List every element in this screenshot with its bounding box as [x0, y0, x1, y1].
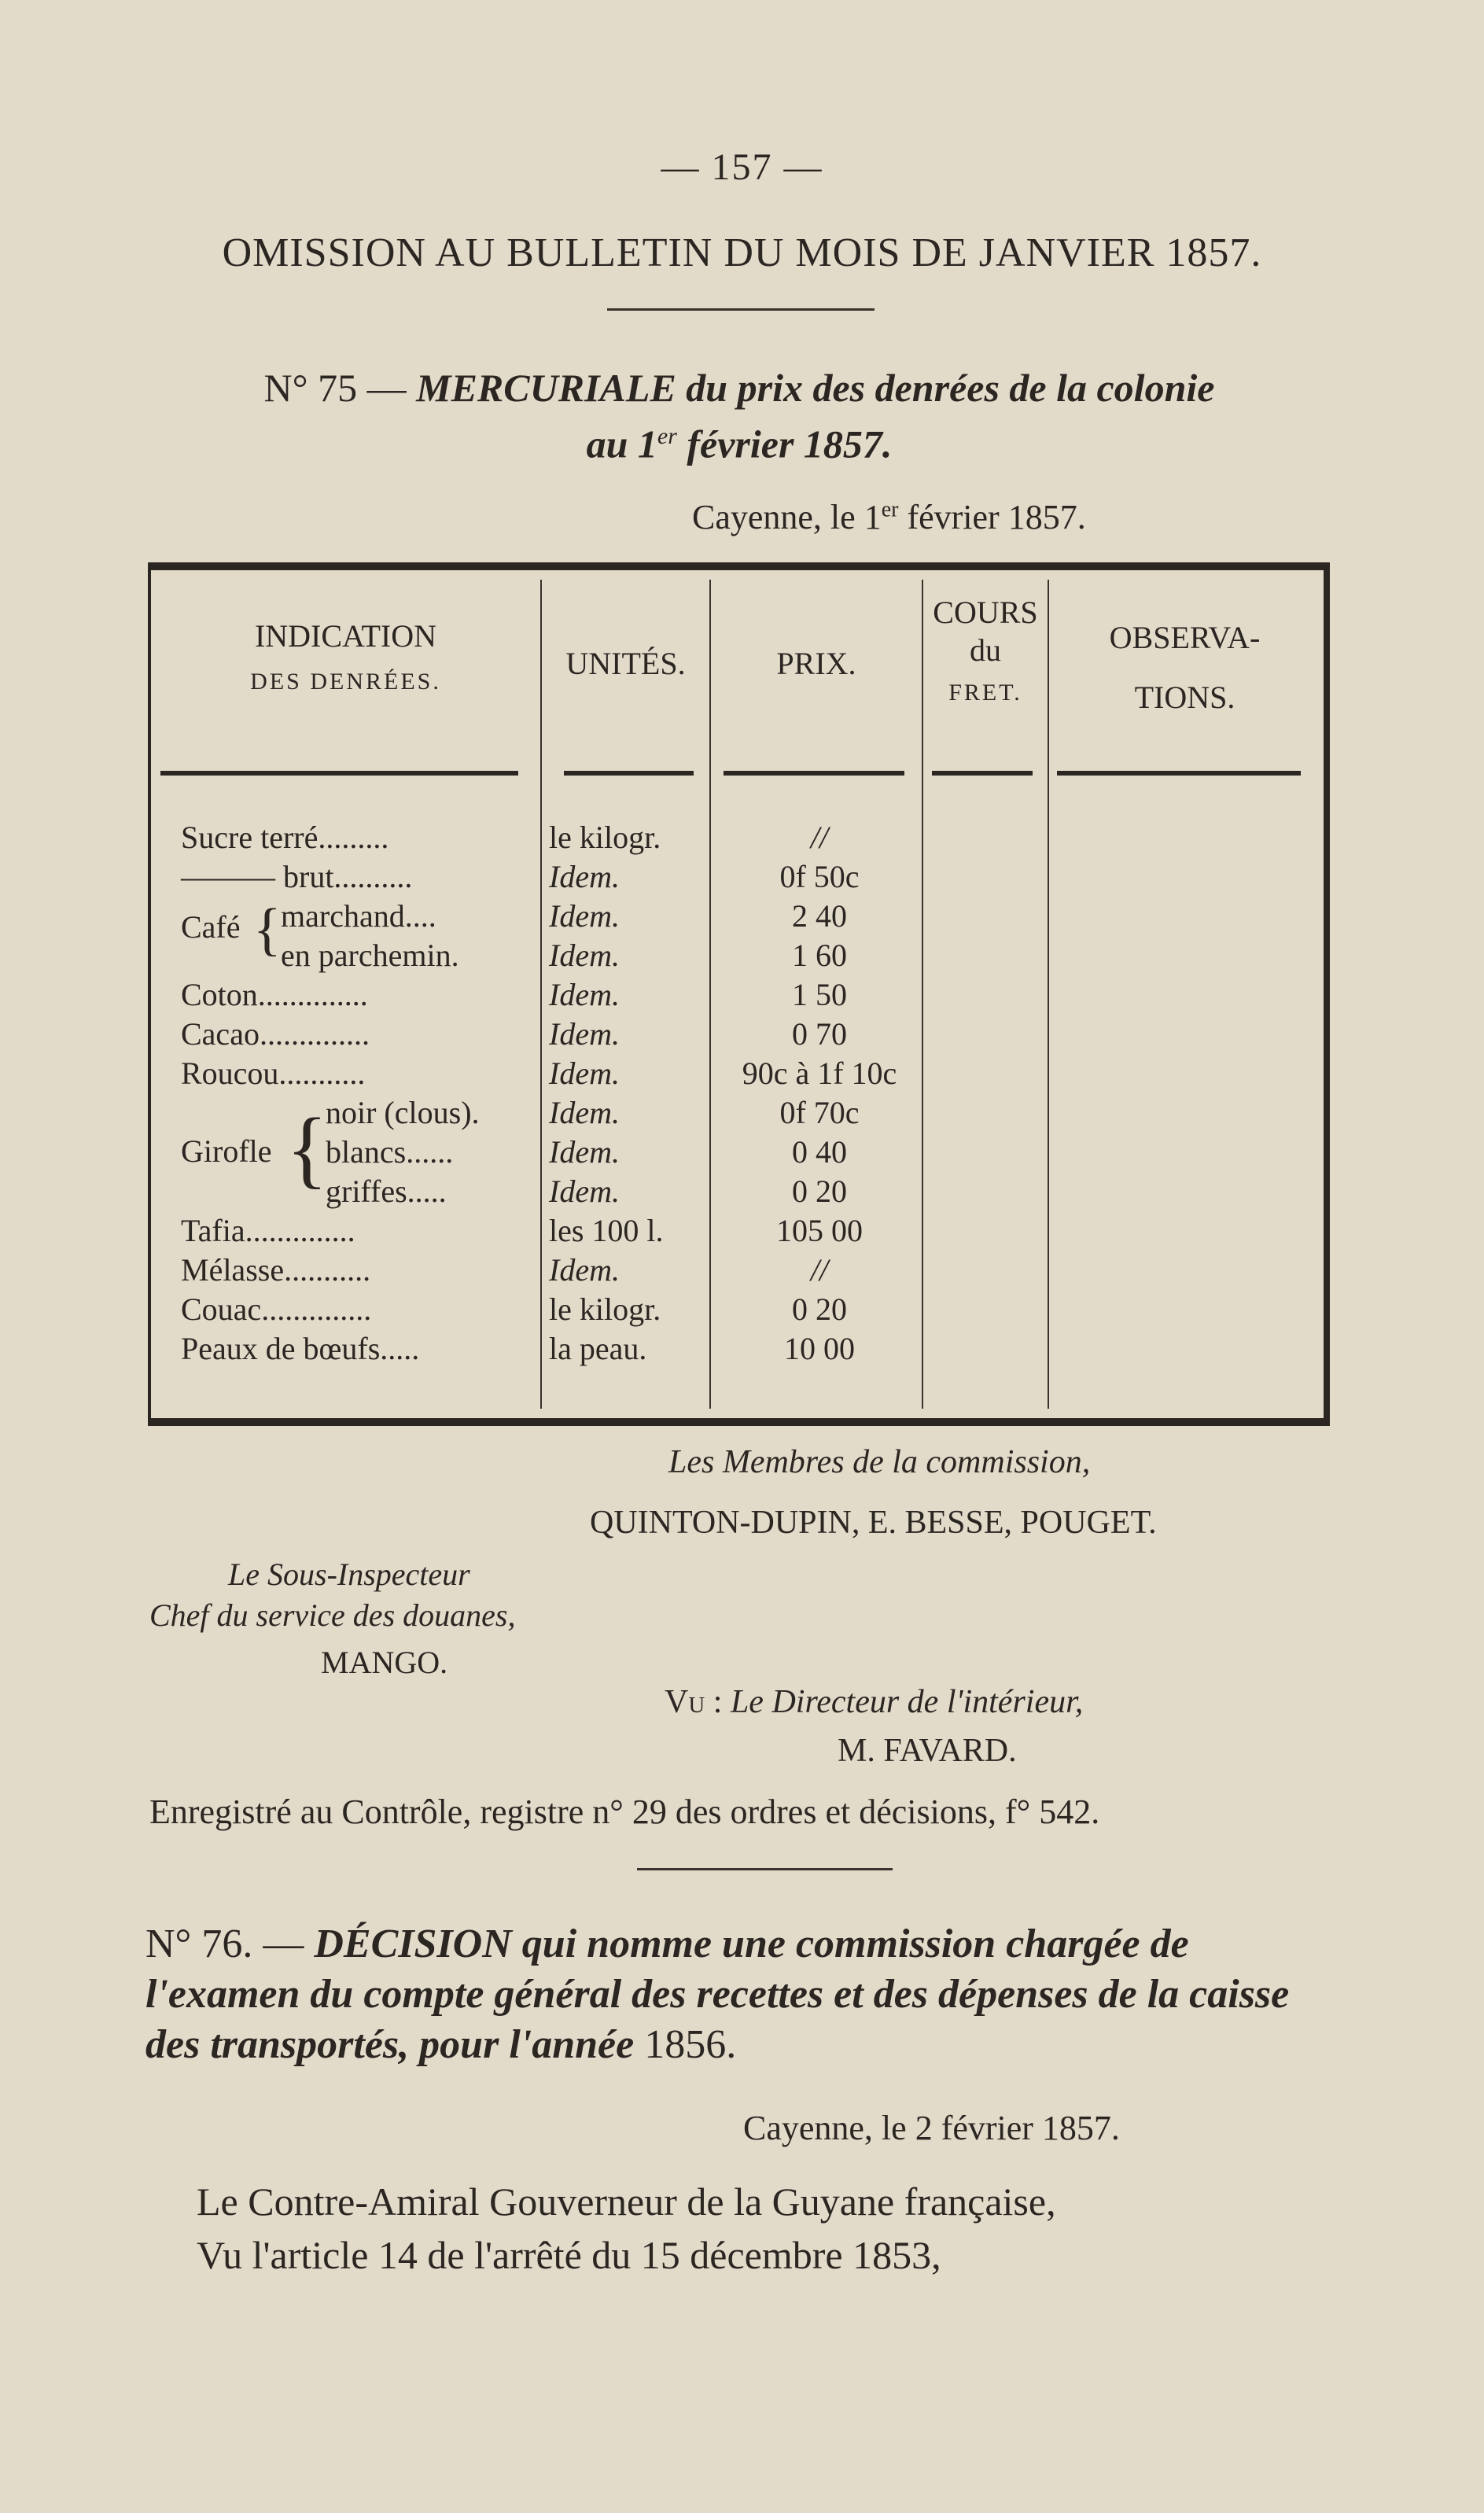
- cafe-brace: {: [253, 897, 282, 962]
- row-unit: Idem.: [549, 1056, 620, 1091]
- row-unit: le kilogr.: [549, 820, 661, 855]
- header-observations: [1049, 619, 1320, 717]
- row-unit: le kilogr.: [549, 1292, 661, 1327]
- sous-inspecteur-title: Le Sous-Inspecteur: [228, 1557, 470, 1592]
- row-price: 0f 50c: [779, 859, 860, 894]
- place-date-post: février 1857.: [907, 498, 1086, 536]
- table-row: [151, 1211, 1327, 1251]
- members-names: QUINTON-DUPIN, E. BESSE, POUGET.: [590, 1505, 1157, 1541]
- signature-mango: MANGO.: [321, 1645, 448, 1680]
- row-price: 10 00: [784, 1331, 855, 1366]
- row-unit: Idem.: [549, 938, 620, 973]
- table-row: [151, 1172, 1327, 1211]
- mercuriale-title-rest: du prix des denrées de la colonie: [686, 366, 1215, 410]
- row-name: Mélasse...........: [181, 1252, 371, 1288]
- header-rule: [724, 771, 904, 776]
- row-name: marchand....: [281, 898, 436, 934]
- header-rule: [160, 771, 518, 776]
- mercuriale-place-date: [692, 497, 1086, 537]
- decision-number: N° 76. —: [145, 1922, 304, 1966]
- header-rule: [1057, 771, 1301, 776]
- row-unit: Idem.: [549, 1016, 620, 1052]
- row-unit: Idem.: [549, 1134, 620, 1170]
- table-row: [151, 1251, 1327, 1290]
- header-indication: [151, 617, 540, 701]
- members-label: Les Membres de la commission,: [668, 1444, 1091, 1480]
- girofle-brace: {: [286, 1100, 328, 1196]
- header-cours-line3: FRET.: [948, 680, 1022, 706]
- table-row: [151, 1015, 1327, 1054]
- row-name: Coton..............: [181, 977, 368, 1012]
- vu-title: Le Directeur de l'intérieur,: [730, 1684, 1084, 1720]
- row-price: 90c à 1f 10c: [742, 1056, 897, 1091]
- row-unit: Idem.: [549, 859, 620, 894]
- row-price: 0 70: [792, 1016, 847, 1052]
- header-cours-line2: du: [970, 632, 1001, 668]
- row-price: 0 40: [792, 1134, 847, 1170]
- decision-title-bold: DÉCISION: [314, 1922, 512, 1966]
- row-price: 0f 70c: [779, 1095, 860, 1130]
- table-row: [151, 897, 1327, 936]
- header-unites: UNITÉS.: [565, 646, 686, 681]
- place-date-pre: Cayenne, le 1: [692, 498, 882, 536]
- row-name: Cacao..............: [181, 1016, 370, 1052]
- header-indication-line2: DES DENRÉES.: [250, 669, 441, 695]
- decision-title-rest: qui nomme une commission chargée de l'examen du compte général des recettes et des dépenses de la caisse des transportés, pour l'année: [145, 1922, 1290, 2067]
- row-unit: les 100 l.: [549, 1213, 664, 1248]
- vu-prefix: Vu :: [665, 1684, 723, 1720]
- header-indication-line1: INDICATION: [254, 618, 437, 654]
- table-row: [151, 857, 1327, 897]
- row-unit: Idem.: [549, 1252, 620, 1288]
- row-name: blancs......: [326, 1134, 454, 1170]
- mercuriale-date-post: février 1857.: [687, 422, 893, 466]
- row-name: griffes.....: [326, 1174, 447, 1209]
- vu-directeur: [665, 1683, 1083, 1721]
- signature-favard: M. FAVARD.: [838, 1733, 1017, 1769]
- row-name: Roucou...........: [181, 1056, 366, 1091]
- row-name: en parchemin.: [281, 938, 459, 973]
- row-price: 1 50: [792, 977, 847, 1012]
- separator-rule: [637, 1868, 893, 1870]
- mercuriale-number: N° 75 —: [263, 366, 407, 410]
- group-girofle: Girofle: [181, 1133, 272, 1169]
- table-row: [151, 1133, 1327, 1172]
- page-number: — 157 —: [661, 146, 823, 188]
- row-price: //: [810, 820, 829, 855]
- header-prix: PRIX.: [776, 646, 856, 681]
- row-name: Tafia..............: [181, 1213, 355, 1248]
- sous-inspecteur-role: Chef du service des douanes,: [149, 1597, 516, 1633]
- header-rule: [564, 771, 694, 776]
- vu-article-line: Vu l'article 14 de l'arrêté du 15 décembre 1853,: [197, 2233, 941, 2277]
- mercuriale-date-sup: er: [657, 423, 677, 449]
- place-date-sup: er: [881, 497, 899, 522]
- row-unit: Idem.: [549, 1174, 620, 1209]
- header-cours-line1: COURS: [933, 595, 1038, 630]
- omission-title: OMISSION AU BULLETIN DU MOIS DE JANVIER 1857.: [222, 230, 1262, 275]
- header-rule: [932, 771, 1033, 776]
- row-price: 0 20: [792, 1174, 847, 1209]
- table-row: [151, 818, 1327, 857]
- mercuriale-title-bold: MERCURIALE: [416, 366, 676, 410]
- group-cafe: Café: [181, 909, 241, 945]
- row-price: 105 00: [776, 1213, 863, 1248]
- row-unit: Idem.: [549, 977, 620, 1012]
- table-row: [151, 1093, 1327, 1133]
- table-row: [151, 1290, 1327, 1329]
- row-name: Peaux de bœufs.....: [181, 1331, 420, 1366]
- header-cours: [923, 594, 1048, 712]
- row-price: 1 60: [792, 938, 847, 973]
- table-row: [151, 1329, 1327, 1369]
- mercuriale-date-pre: au 1: [586, 422, 657, 466]
- row-price: 0 20: [792, 1292, 847, 1327]
- mercuriale-table: [148, 562, 1330, 1426]
- header-obs-line2: TIONS.: [1134, 680, 1235, 715]
- row-name: Sucre terré.........: [181, 820, 389, 855]
- row-unit: la peau.: [549, 1331, 647, 1366]
- header-obs-line1: OBSERVA-: [1109, 620, 1261, 655]
- row-unit: Idem.: [549, 1095, 620, 1130]
- decision-year: 1856.: [644, 2022, 737, 2067]
- decision-heading: [145, 1919, 1341, 2070]
- governor-line: Le Contre-Amiral Gouverneur de la Guyane française,: [197, 2180, 1056, 2224]
- table-row: [151, 975, 1327, 1015]
- decision-place-date: Cayenne, le 2 février 1857.: [743, 2109, 1120, 2147]
- row-name: Couac..............: [181, 1292, 372, 1327]
- row-name: noir (clous).: [326, 1095, 480, 1130]
- mercuriale-heading: [157, 363, 1321, 469]
- separator-rule: [607, 308, 875, 311]
- row-name: ——— brut..........: [181, 859, 413, 894]
- row-unit: Idem.: [549, 898, 620, 934]
- table-row: [151, 936, 1327, 975]
- row-price: 2 40: [792, 898, 847, 934]
- enregistre-line: Enregistré au Contrôle, registre n° 29 des ordres et décisions, f° 542.: [149, 1793, 1100, 1831]
- row-price: //: [810, 1252, 829, 1288]
